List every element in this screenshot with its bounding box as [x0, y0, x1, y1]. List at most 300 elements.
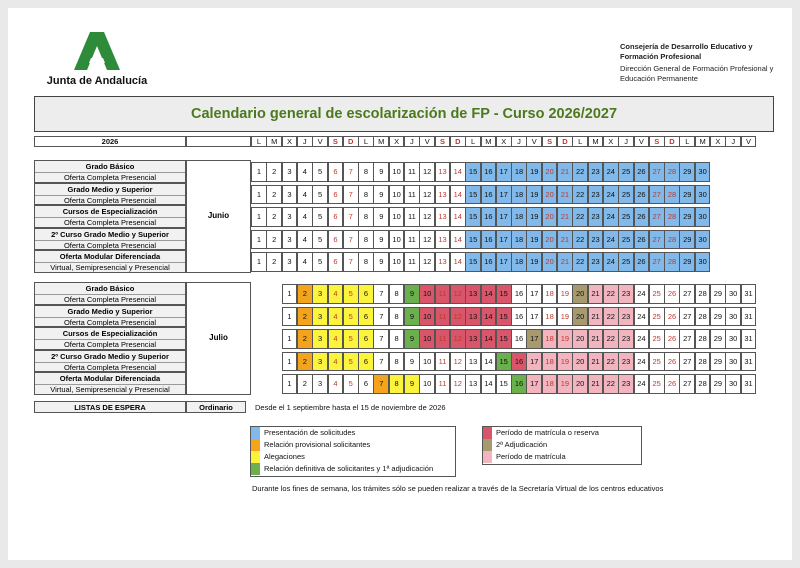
june-row-label [34, 250, 186, 273]
june-day-cell: 24 [603, 185, 619, 205]
july-day-cell: 10 [419, 374, 435, 394]
july-day-cell: 27 [679, 307, 695, 327]
july-day-cell: 25 [649, 307, 665, 327]
july-day-cell: 1 [282, 374, 298, 394]
july-day-cell: 6 [358, 329, 374, 349]
june-day-cell: 3 [282, 207, 298, 227]
july-day-cell: 2 [297, 352, 313, 372]
july-day-cell: 26 [664, 307, 680, 327]
june-day-cell: 10 [389, 230, 405, 250]
july-row-label [34, 305, 186, 328]
weekday-header: J [725, 136, 741, 147]
june-day-cell: 28 [664, 207, 680, 227]
july-row-label [34, 372, 186, 395]
row-subtitle: Oferta Completa Presencial [35, 362, 185, 373]
july-day-cell: 20 [572, 307, 588, 327]
weekday-header: D [343, 136, 359, 147]
row-title: 2º Curso Grado Medio y Superior [51, 351, 169, 361]
june-day-cell: 27 [649, 162, 665, 182]
july-day-cell: 16 [511, 329, 527, 349]
june-day-cell: 27 [649, 207, 665, 227]
legend-swatch [251, 427, 260, 439]
july-day-cell: 20 [572, 284, 588, 304]
june-day-cell: 7 [343, 230, 359, 250]
june-row-label [34, 160, 186, 183]
june-day-cell: 13 [435, 230, 451, 250]
july-day-cell: 17 [526, 284, 542, 304]
july-day-cell: 13 [465, 374, 481, 394]
july-day-cell: 10 [419, 284, 435, 304]
weekday-header: S [649, 136, 665, 147]
weekday-header: S [435, 136, 451, 147]
july-day-cell: 19 [557, 374, 573, 394]
july-day-cell: 16 [511, 374, 527, 394]
june-day-cell: 10 [389, 185, 405, 205]
july-day-cell: 19 [557, 329, 573, 349]
july-day-cell: 23 [618, 352, 634, 372]
june-day-cell: 4 [297, 207, 313, 227]
june-day-cell: 3 [282, 230, 298, 250]
july-day-cell: 26 [664, 329, 680, 349]
june-day-cell: 11 [404, 185, 420, 205]
june-day-cell: 18 [511, 162, 527, 182]
june-day-cell: 15 [465, 185, 481, 205]
july-day-cell: 23 [618, 284, 634, 304]
organization-block [620, 42, 790, 84]
july-day-cell: 17 [526, 352, 542, 372]
june-day-cell: 8 [358, 252, 374, 272]
row-subtitle: Virtual, Semipresencial y Presencial [35, 262, 185, 273]
june-day-cell: 20 [542, 252, 558, 272]
row-title: Grado Medio y Superior [67, 306, 153, 316]
row-title: Cursos de Especialización [62, 329, 158, 338]
july-day-cell: 23 [618, 329, 634, 349]
july-day-cell: 5 [343, 374, 359, 394]
june-day-cell: 21 [557, 207, 573, 227]
july-day-cell: 21 [588, 307, 604, 327]
weekday-header: X [603, 136, 619, 147]
june-day-cell: 10 [389, 162, 405, 182]
weekday-header: X [282, 136, 298, 147]
june-day-cell: 20 [542, 230, 558, 250]
june-day-cell: 22 [572, 162, 588, 182]
june-day-cell: 30 [695, 162, 711, 182]
weekday-header: L [572, 136, 588, 147]
row-subtitle: Oferta Completa Presencial [35, 294, 185, 305]
row-subtitle: Oferta Completa Presencial [35, 195, 185, 206]
june-day-cell: 9 [373, 185, 389, 205]
july-day-cell: 12 [450, 352, 466, 372]
june-day-cell: 13 [435, 185, 451, 205]
june-day-cell: 3 [282, 185, 298, 205]
july-day-cell: 25 [649, 284, 665, 304]
july-day-cell: 17 [526, 329, 542, 349]
july-month-label: Julio [186, 282, 251, 395]
june-day-cell: 5 [312, 207, 328, 227]
org-line-3: Dirección General de Formación Profesional y [620, 64, 774, 73]
june-day-cell: 29 [679, 252, 695, 272]
june-day-cell: 1 [251, 252, 267, 272]
june-day-cell: 22 [572, 207, 588, 227]
june-day-cell: 23 [588, 162, 604, 182]
june-day-cell: 18 [511, 207, 527, 227]
july-row-label [34, 282, 186, 305]
june-day-cell: 30 [695, 252, 711, 272]
weekday-header: V [634, 136, 650, 147]
june-day-cell: 16 [481, 230, 497, 250]
july-day-cell: 13 [465, 307, 481, 327]
july-day-cell: 2 [297, 374, 313, 394]
july-day-cell: 28 [695, 284, 711, 304]
june-day-cell: 26 [634, 207, 650, 227]
june-day-cell: 27 [649, 185, 665, 205]
june-day-cell: 25 [618, 162, 634, 182]
june-day-cell: 13 [435, 162, 451, 182]
june-day-cell: 19 [526, 162, 542, 182]
legend-swatch [483, 439, 492, 451]
legend-item: Relación provisional solicitantes [251, 439, 455, 451]
june-day-cell: 25 [618, 207, 634, 227]
june-day-cell: 8 [358, 207, 374, 227]
july-day-cell: 30 [725, 307, 741, 327]
july-day-cell: 9 [404, 329, 420, 349]
weekday-header: L [679, 136, 695, 147]
july-day-cell: 2 [297, 284, 313, 304]
june-day-cell: 7 [343, 207, 359, 227]
document-page [8, 8, 792, 560]
july-day-cell: 29 [710, 374, 726, 394]
row-title: Grado Básico [85, 162, 135, 171]
june-day-cell: 26 [634, 162, 650, 182]
row-subtitle: Virtual, Semipresencial y Presencial [35, 384, 185, 395]
july-day-cell: 5 [343, 329, 359, 349]
weekday-header: J [297, 136, 313, 147]
july-day-cell: 11 [435, 307, 451, 327]
legend-swatch [251, 463, 260, 475]
july-day-cell: 18 [542, 284, 558, 304]
june-day-cell: 5 [312, 185, 328, 205]
july-day-cell: 13 [465, 284, 481, 304]
logo-text: Junta de Andalucía [46, 75, 148, 87]
july-day-cell: 21 [588, 352, 604, 372]
july-day-cell: 17 [526, 307, 542, 327]
july-day-cell: 18 [542, 352, 558, 372]
june-day-cell: 5 [312, 230, 328, 250]
june-day-cell: 11 [404, 252, 420, 272]
june-row-label [34, 228, 186, 251]
july-day-cell: 22 [603, 284, 619, 304]
july-day-cell: 22 [603, 352, 619, 372]
july-day-cell: 14 [481, 374, 497, 394]
junta-logo [42, 30, 152, 94]
legend-swatch [483, 427, 492, 439]
july-day-cell: 3 [312, 284, 328, 304]
june-day-cell: 26 [634, 252, 650, 272]
june-day-cell: 6 [328, 162, 344, 182]
july-day-cell: 15 [496, 329, 512, 349]
june-day-cell: 12 [419, 185, 435, 205]
june-day-cell: 24 [603, 207, 619, 227]
july-day-cell: 30 [725, 352, 741, 372]
july-day-cell: 19 [557, 352, 573, 372]
july-day-cell: 8 [389, 307, 405, 327]
june-day-cell: 28 [664, 162, 680, 182]
july-day-cell: 22 [603, 307, 619, 327]
july-day-cell: 11 [435, 352, 451, 372]
july-day-cell: 14 [481, 329, 497, 349]
june-day-cell: 4 [297, 230, 313, 250]
july-day-cell: 10 [419, 307, 435, 327]
june-day-cell: 27 [649, 230, 665, 250]
june-day-cell: 24 [603, 162, 619, 182]
june-day-cell: 3 [282, 252, 298, 272]
june-day-cell: 21 [557, 252, 573, 272]
june-day-cell: 11 [404, 162, 420, 182]
waiting-list-text: Desde el 1 septiembre hasta el 15 de noviembre de 2026 [255, 403, 446, 412]
june-day-cell: 2 [266, 162, 282, 182]
row-subtitle: Oferta Completa Presencial [35, 339, 185, 350]
june-day-cell: 23 [588, 207, 604, 227]
year-header: 2026 [34, 136, 186, 147]
june-day-cell: 19 [526, 207, 542, 227]
weekday-header: M [481, 136, 497, 147]
july-day-cell: 21 [588, 284, 604, 304]
june-day-cell: 7 [343, 185, 359, 205]
july-day-cell: 6 [358, 284, 374, 304]
weekday-header: L [358, 136, 374, 147]
july-day-cell: 18 [542, 374, 558, 394]
legend-item: Alegaciones [251, 451, 455, 463]
june-day-cell: 23 [588, 185, 604, 205]
june-day-cell: 14 [450, 230, 466, 250]
july-day-cell: 31 [741, 374, 757, 394]
july-day-cell: 27 [679, 284, 695, 304]
july-day-cell: 4 [328, 374, 344, 394]
july-day-cell: 6 [358, 307, 374, 327]
june-day-cell: 9 [373, 252, 389, 272]
row-title: 2º Curso Grado Medio y Superior [51, 229, 169, 239]
july-day-cell: 18 [542, 329, 558, 349]
july-day-cell: 30 [725, 374, 741, 394]
legend-item: Relación definitiva de solicitantes y 1ª adjudicación [251, 463, 455, 475]
row-subtitle: Oferta Completa Presencial [35, 317, 185, 328]
july-day-cell: 9 [404, 284, 420, 304]
july-day-cell: 29 [710, 284, 726, 304]
month-header-blank [186, 136, 251, 147]
june-day-cell: 29 [679, 162, 695, 182]
org-line-4: Educación Permanente [620, 74, 698, 83]
july-day-cell: 12 [450, 329, 466, 349]
july-day-cell: 25 [649, 352, 665, 372]
june-day-cell: 21 [557, 230, 573, 250]
june-row-label [34, 205, 186, 228]
july-day-cell: 14 [481, 352, 497, 372]
june-day-cell: 6 [328, 230, 344, 250]
june-day-cell: 4 [297, 185, 313, 205]
weekday-header: V [312, 136, 328, 147]
july-day-cell: 6 [358, 374, 374, 394]
june-day-cell: 17 [496, 207, 512, 227]
july-day-cell: 21 [588, 374, 604, 394]
weekday-header: D [450, 136, 466, 147]
june-day-cell: 11 [404, 207, 420, 227]
july-day-cell: 20 [572, 374, 588, 394]
june-day-cell: 4 [297, 252, 313, 272]
legend-swatch [251, 439, 260, 451]
july-day-cell: 11 [435, 329, 451, 349]
july-day-cell: 28 [695, 307, 711, 327]
legend-item: Presentación de solicitudes [251, 427, 455, 439]
july-day-cell: 22 [603, 374, 619, 394]
july-day-cell: 20 [572, 329, 588, 349]
july-day-cell: 5 [343, 307, 359, 327]
june-day-cell: 30 [695, 230, 711, 250]
june-day-cell: 7 [343, 252, 359, 272]
june-day-cell: 1 [251, 162, 267, 182]
weekday-header: S [328, 136, 344, 147]
june-day-cell: 18 [511, 185, 527, 205]
june-day-cell: 10 [389, 252, 405, 272]
july-day-cell: 15 [496, 352, 512, 372]
july-day-cell: 30 [725, 284, 741, 304]
weekday-header: M [695, 136, 711, 147]
june-day-cell: 28 [664, 252, 680, 272]
july-day-cell: 11 [435, 374, 451, 394]
logo-a-icon [70, 32, 124, 72]
july-day-cell: 3 [312, 352, 328, 372]
july-day-cell: 16 [511, 307, 527, 327]
june-day-cell: 6 [328, 185, 344, 205]
weekday-header: J [511, 136, 527, 147]
org-line-1: Consejería de Desarrollo Educativo y [620, 42, 753, 51]
july-day-cell: 31 [741, 307, 757, 327]
july-day-cell: 1 [282, 307, 298, 327]
weekday-header: X [710, 136, 726, 147]
june-day-cell: 28 [664, 185, 680, 205]
june-day-cell: 18 [511, 230, 527, 250]
june-day-cell: 1 [251, 207, 267, 227]
july-day-cell: 26 [664, 374, 680, 394]
legend-left [250, 426, 456, 477]
june-day-cell: 22 [572, 252, 588, 272]
june-day-cell: 9 [373, 162, 389, 182]
july-day-cell: 8 [389, 374, 405, 394]
june-day-cell: 19 [526, 185, 542, 205]
july-day-cell: 14 [481, 307, 497, 327]
weekday-header: V [419, 136, 435, 147]
june-day-cell: 13 [435, 252, 451, 272]
july-day-cell: 4 [328, 307, 344, 327]
july-day-cell: 25 [649, 374, 665, 394]
july-day-cell: 15 [496, 307, 512, 327]
june-day-cell: 16 [481, 207, 497, 227]
june-day-cell: 16 [481, 185, 497, 205]
july-day-cell: 26 [664, 284, 680, 304]
june-day-cell: 11 [404, 230, 420, 250]
june-day-cell: 27 [649, 252, 665, 272]
weekday-header: V [526, 136, 542, 147]
weekday-header: L [465, 136, 481, 147]
row-subtitle: Oferta Completa Presencial [35, 217, 185, 228]
june-day-cell: 21 [557, 162, 573, 182]
june-day-cell: 17 [496, 185, 512, 205]
june-day-cell: 25 [618, 185, 634, 205]
june-day-cell: 20 [542, 185, 558, 205]
july-day-cell: 24 [634, 307, 650, 327]
july-day-cell: 29 [710, 329, 726, 349]
july-day-cell: 4 [328, 284, 344, 304]
june-day-cell: 15 [465, 252, 481, 272]
july-day-cell: 18 [542, 307, 558, 327]
july-day-cell: 10 [419, 329, 435, 349]
june-day-cell: 1 [251, 230, 267, 250]
june-day-cell: 8 [358, 162, 374, 182]
july-day-cell: 26 [664, 352, 680, 372]
july-day-cell: 8 [389, 352, 405, 372]
june-day-cell: 26 [634, 185, 650, 205]
june-day-cell: 26 [634, 230, 650, 250]
july-day-cell: 7 [373, 307, 389, 327]
june-day-cell: 8 [358, 185, 374, 205]
june-day-cell: 24 [603, 252, 619, 272]
org-line-2: Formación Profesional [620, 52, 702, 61]
june-day-cell: 9 [373, 207, 389, 227]
july-day-cell: 9 [404, 352, 420, 372]
june-day-cell: 25 [618, 230, 634, 250]
june-day-cell: 16 [481, 252, 497, 272]
legend-item: Período de matrícula o reserva [483, 427, 641, 439]
weekday-header: D [664, 136, 680, 147]
july-day-cell: 4 [328, 352, 344, 372]
june-day-cell: 30 [695, 207, 711, 227]
july-day-cell: 24 [634, 329, 650, 349]
waiting-list-label: LISTAS DE ESPERA [34, 401, 186, 413]
july-day-cell: 16 [511, 352, 527, 372]
july-day-cell: 10 [419, 352, 435, 372]
july-day-cell: 23 [618, 374, 634, 394]
july-day-cell: 1 [282, 329, 298, 349]
june-day-cell: 19 [526, 252, 542, 272]
june-day-cell: 18 [511, 252, 527, 272]
july-day-cell: 21 [588, 329, 604, 349]
july-row-label [34, 327, 186, 350]
july-day-cell: 7 [373, 284, 389, 304]
row-subtitle: Oferta Completa Presencial [35, 172, 185, 183]
july-day-cell: 15 [496, 374, 512, 394]
june-day-cell: 20 [542, 162, 558, 182]
june-day-cell: 28 [664, 230, 680, 250]
june-day-cell: 6 [328, 207, 344, 227]
july-day-cell: 24 [634, 352, 650, 372]
june-day-cell: 1 [251, 185, 267, 205]
weekday-header: X [496, 136, 512, 147]
july-day-cell: 1 [282, 284, 298, 304]
weekday-header: V [741, 136, 757, 147]
june-day-cell: 12 [419, 230, 435, 250]
july-day-cell: 27 [679, 374, 695, 394]
weekday-header: M [266, 136, 282, 147]
july-day-cell: 11 [435, 284, 451, 304]
june-day-cell: 29 [679, 230, 695, 250]
july-day-cell: 5 [343, 352, 359, 372]
june-day-cell: 14 [450, 252, 466, 272]
july-day-cell: 8 [389, 329, 405, 349]
july-day-cell: 15 [496, 284, 512, 304]
july-day-cell: 22 [603, 329, 619, 349]
july-day-cell: 3 [312, 374, 328, 394]
june-day-cell: 29 [679, 185, 695, 205]
july-day-cell: 8 [389, 284, 405, 304]
